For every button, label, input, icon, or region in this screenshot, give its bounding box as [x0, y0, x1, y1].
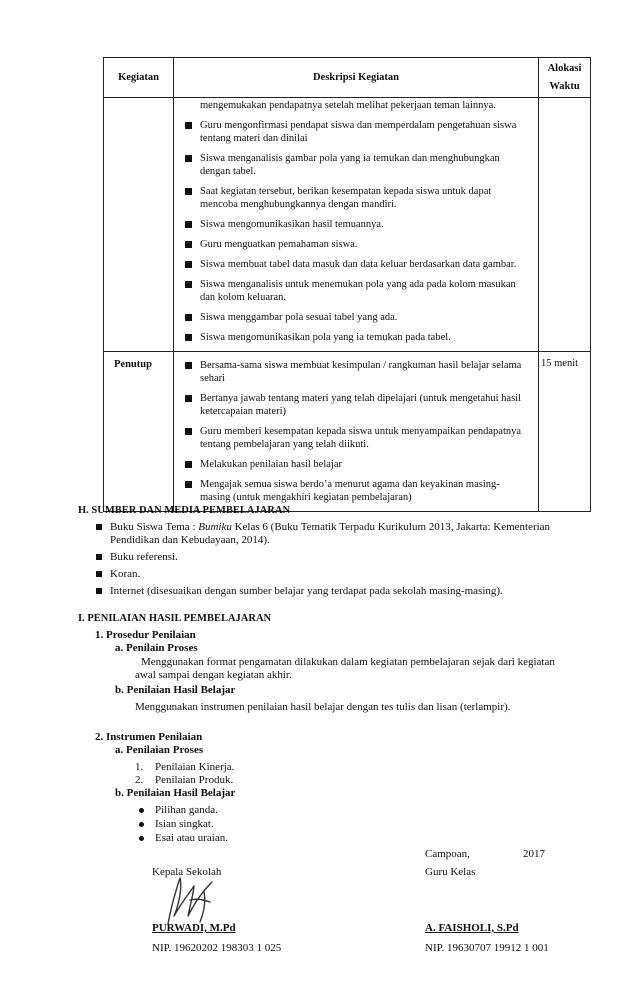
left-name: PURWADI, M.Pd — [152, 922, 236, 934]
list-item — [178, 119, 530, 145]
square-bullet-icon — [185, 461, 192, 468]
list-item-text: Saat kegiatan tersebut, berikan kesempatan kepada siswa untuk dapat mencoba menghubungkannya dengan mandiri. — [200, 186, 492, 210]
right-name: A. FAISHOLI, S.Pd — [425, 922, 519, 934]
list-item — [178, 278, 530, 304]
list-item — [178, 331, 530, 344]
inti-label-cell — [104, 98, 174, 352]
signature-year: 2017 — [523, 848, 545, 860]
list-item-text: Buku referensi. — [110, 551, 178, 563]
book-suffix: Kelas 6 (Buku Tematik Terpadu Kurikulum 2013, Jakarta: Kementerian Pendidikan dan Kebudayaan, 2014). — [110, 521, 551, 546]
left-nip: NIP. 19620202 198303 1 025 — [152, 942, 282, 954]
list-item — [88, 585, 593, 598]
list-item-text: Guru menguatkan pemahaman siswa. — [200, 239, 358, 250]
activity-table — [103, 57, 591, 512]
header-deskripsi: Deskripsi Kegiatan — [174, 58, 539, 98]
list-item-text: Bertanya jawab tentang materi yang telah dipelajari (untuk mengetahui hasil ketercapaian materi) — [200, 393, 522, 417]
list-item — [178, 359, 530, 385]
square-bullet-icon — [185, 281, 192, 288]
square-bullet-icon — [185, 481, 192, 488]
penutup-list — [178, 359, 530, 504]
list-item — [178, 311, 530, 324]
list-item — [135, 832, 335, 846]
inti-list — [178, 119, 530, 344]
header-alokasi-line2: Waktu — [549, 80, 580, 92]
list-item-text: Pilihan ganda. — [155, 804, 218, 816]
list-item — [178, 238, 530, 251]
list-item — [178, 392, 530, 418]
square-bullet-icon — [185, 155, 192, 162]
section-i-title: I. PENILAIAN HASIL PEMBELAJARAN — [78, 613, 272, 624]
list-item-text: Siswa menganalisis gambar pola yang ia temukan dan menghubungkan dengan tabel. — [200, 153, 500, 177]
list-item-text: Koran. — [110, 568, 141, 580]
list-item — [88, 568, 593, 581]
list-item — [135, 818, 335, 832]
list-item-text: Siswa membuat tabel data masuk dan data keluar berdasarkan data gambar. — [200, 259, 517, 270]
square-bullet-icon — [96, 571, 102, 577]
penutup-label-cell — [104, 352, 174, 512]
header-alokasi-line1: Alokasi — [547, 62, 582, 74]
header-alokasi — [539, 58, 591, 98]
square-bullet-icon — [185, 241, 192, 248]
instrumen-hasil-list — [135, 804, 335, 846]
list-item-text: Mengajak semua siswa berdo’a menurut agama dan keyakinan masing-masing (untuk mengakhiri kegiatan pembelajaran) — [200, 479, 500, 503]
list-item-text: Melakukan penilaian hasil belajar — [200, 459, 342, 470]
instrumen-item-2-text: Penilaian Produk. — [155, 774, 234, 786]
square-bullet-icon — [185, 334, 192, 341]
right-nip: NIP. 19630707 19912 1 001 — [425, 942, 549, 954]
square-bullet-icon — [185, 221, 192, 228]
square-bullet-icon — [185, 395, 192, 402]
list-item — [135, 804, 335, 818]
square-bullet-icon — [185, 188, 192, 195]
penutup-label: Penutup — [114, 359, 152, 370]
inti-continuation: mengemukakan pendapatnya setelah melihat pekerjaan teman lainnya. — [200, 100, 496, 111]
list-item — [178, 478, 530, 504]
dot-bullet-icon — [139, 808, 144, 813]
section-h-title: H. SUMBER DAN MEDIA PEMBELAJARAN — [78, 505, 291, 516]
penutup-description-cell — [174, 352, 539, 512]
penilaian-proses-title: a. Penilain Proses — [115, 642, 198, 654]
list-item — [178, 152, 530, 178]
penutup-time: 15 menit — [541, 358, 579, 369]
instrumen-proses-title: a. Penilaian Proses — [115, 744, 204, 756]
inti-time-cell — [539, 98, 591, 352]
list-item — [178, 218, 530, 231]
instrumen-item-2-num: 2. — [135, 774, 144, 786]
square-bullet-icon — [185, 314, 192, 321]
list-item-text: Siswa mengomunikasikan pola yang ia temukan pada tabel. — [200, 332, 451, 343]
penilaian-hasil-text: Menggunakan instrumen penilaian hasil belajar dengan tes tulis dan lisan (terlampir). — [135, 701, 511, 713]
book-prefix: Buku Siswa Tema : — [110, 521, 199, 533]
section-h-list — [88, 521, 593, 602]
square-bullet-icon — [96, 554, 102, 560]
list-item — [178, 458, 530, 471]
square-bullet-icon — [185, 428, 192, 435]
square-bullet-icon — [96, 588, 102, 594]
instrumen-hasil-title: b. Penilaian Hasil Belajar — [115, 787, 236, 799]
dot-bullet-icon — [139, 836, 144, 841]
list-item — [88, 521, 593, 547]
instrumen-item-1-text: Penilaian Kinerja. — [155, 761, 235, 773]
list-item-text: Siswa menganalisis untuk menemukan pola yang ada pada kolom masukan dan kolom keluaran. — [200, 279, 516, 303]
square-bullet-icon — [96, 524, 102, 530]
penutup-time-cell — [539, 352, 591, 512]
list-item — [178, 258, 530, 271]
header-kegiatan: Kegiatan — [104, 58, 174, 98]
penilaian-hasil-title: b. Penilaian Hasil Belajar — [115, 684, 236, 696]
list-item — [88, 551, 593, 564]
square-bullet-icon — [185, 261, 192, 268]
square-bullet-icon — [185, 362, 192, 369]
list-item — [178, 425, 530, 451]
instrumen-item-1-num: 1. — [135, 761, 144, 773]
prosedur-title: 1. Prosedur Penilaian — [95, 629, 196, 641]
list-item-text: Internet (disesuaikan dengan sumber belajar yang terdapat pada sekolah masing-masing). — [110, 585, 503, 597]
right-role: Guru Kelas — [425, 866, 476, 878]
list-item-text: Siswa mengomunikasikan hasil temuannya. — [200, 219, 384, 230]
list-item-text: Guru memberi kesempatan kepada siswa untuk menyampaikan pendapatnya tentang pembelajaran yang telah diikuti. — [200, 426, 522, 450]
list-item-text: Guru mengonfirmasi pendapat siswa dan memperdalam pengetahuan siswa tentang materi dan dinilai — [200, 120, 517, 144]
square-bullet-icon — [185, 122, 192, 129]
list-item-text: Esai atau uraian. — [155, 832, 228, 844]
list-item-text: Isian singkat. — [155, 818, 214, 830]
list-item-text: Bersama-sama siswa membuat kesimpulan / rangkuman hasil belajar selama sehari — [200, 360, 522, 384]
book-title: Bumiku — [198, 521, 232, 533]
inti-description-cell — [174, 98, 539, 352]
signature-place: Campoan, — [425, 848, 470, 860]
list-item — [178, 185, 530, 211]
dot-bullet-icon — [139, 822, 144, 827]
list-item-text: Siswa menggambar pola sesuai tabel yang ada. — [200, 312, 398, 323]
penilaian-proses-text: Menggunakan format pengamatan dilakukan dalam kegiatan pembelajaran sejak dari kegiatan awal sampai dengan kegiatan akhir. — [135, 656, 555, 681]
instrumen-title: 2. Instrumen Penilaian — [95, 731, 203, 743]
left-role: Kepala Sekolah — [152, 866, 222, 878]
